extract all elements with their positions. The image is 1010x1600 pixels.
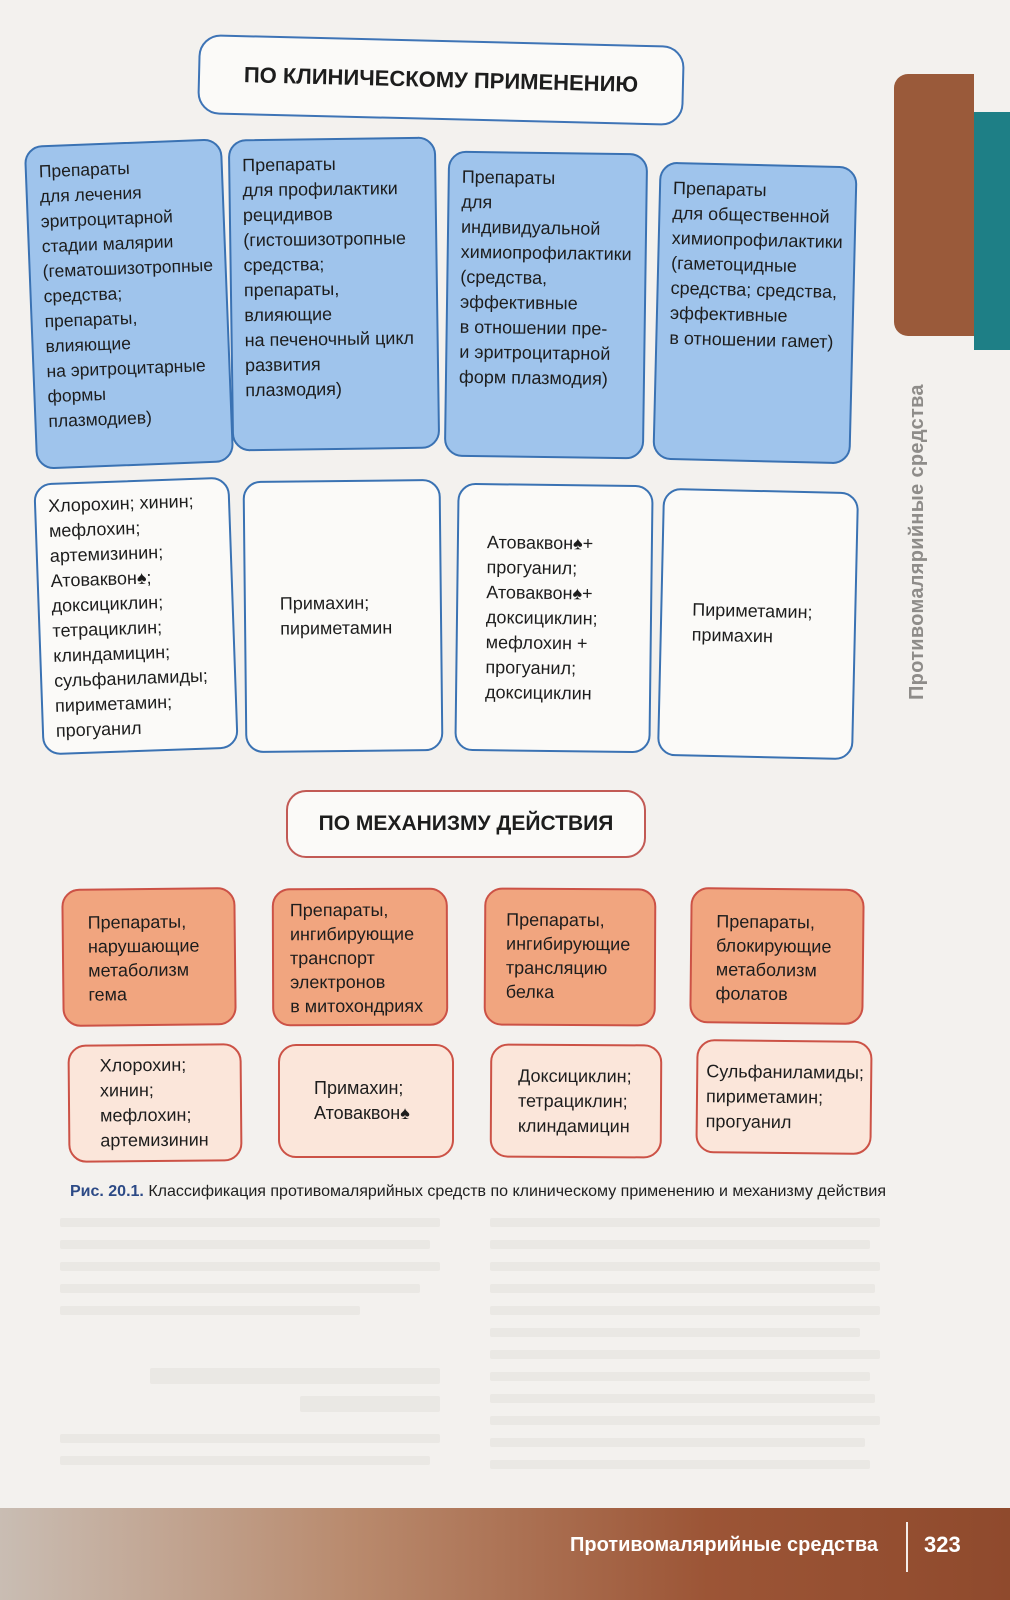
footer-separator (906, 1522, 908, 1572)
clinical-drugs-3 (454, 483, 653, 753)
mechanism-drugs-2 (278, 1044, 454, 1158)
clinical-drugs-1-text: Хлорохин; хинин; мефлохин; артемизинин; Атоваквон♠; доксициклин; тетрациклин; клиндамицин; сульфаниламиды; пириметамин; прогуанил (47, 490, 209, 741)
mechanism-category-3 (484, 888, 657, 1027)
clinical-drugs-4-text: Пириметамин; примахин (691, 599, 813, 647)
clinical-category-2 (228, 137, 440, 452)
mechanism-drugs-1 (67, 1043, 242, 1163)
clinical-drugs-1 (33, 477, 238, 756)
clinical-drugs-4 (657, 488, 859, 760)
mechanism-header: ПО МЕХАНИЗМУ ДЕЙСТВИЯ (286, 790, 646, 858)
clinical-drugs-2-text: Примахин; пириметамин (279, 592, 393, 639)
footer-title: Противомалярийные средства (570, 1534, 879, 1556)
figure-number: Рис. 20.1. (69, 1183, 144, 1200)
mechanism-drugs-3-text: Доксициклин; тетрациклин; клиндамицин (517, 1065, 632, 1136)
mechanism-drugs-4-text: Сульфаниламиды; пириметамин; прогуанил (705, 1060, 865, 1132)
clinical-drugs-3-text: Атоваквон♠+ прогуанил; Атоваквон♠+ доксициклин; мефлохин + прогуанил; доксициклин (484, 531, 598, 703)
mechanism-drugs-3 (490, 1044, 663, 1159)
clinical-category-4-text: Препараты для общественной химиопрофилактики (гаметоцидные средства; средства, эффективные в отношении гамет) (669, 177, 843, 352)
clinical-category-3 (444, 151, 648, 460)
mechanism-category-2-text: Препараты, ингибирующие транспорт электронов в митохондриях (289, 899, 424, 1017)
chapter-thumb-tab (894, 74, 974, 336)
clinical-category-3-text: Препараты для индивидуальной химиопрофилактики (средства, эффективные в отношении пре- и эритроцитарной форм плазмодия) (458, 166, 632, 389)
mechanism-category-4 (689, 887, 864, 1025)
page-number: 323 (924, 1532, 961, 1557)
clinical-category-4 (652, 162, 857, 465)
mechanism-category-4-text: Препараты, блокирующие метаболизм фолатов (715, 911, 832, 1005)
clinical-drugs-2 (243, 479, 444, 753)
side-chapter-label: Противомалярийные средства (906, 384, 928, 700)
chapter-thumb-tab-accent (974, 112, 1010, 350)
mechanism-category-1-text: Препараты, нарушающие метаболизм гема (87, 911, 200, 1005)
mechanism-category-3-text: Препараты, ингибирующие трансляцию белка (505, 909, 631, 1002)
mechanism-category-2 (272, 888, 448, 1027)
mechanism-drugs-4 (695, 1039, 872, 1155)
clinical-category-1-text: Препараты для лечения эритроцитарной стадии малярии (гематошизотропные средства; препараты, влияющие на эритроцитарные формы плазмодиев) (38, 157, 214, 432)
clinical-header: ПО КЛИНИЧЕСКОМУ ПРИМЕНЕНИЮ (197, 34, 685, 126)
figure-caption-text: Классификация противомалярийных средств по клиническому применению и механизму действия (148, 1183, 886, 1200)
mechanism-drugs-2-text: Примахин; Атоваквон♠ (314, 1078, 410, 1123)
clinical-category-2-text: Препараты для профилактики рецидивов (гистошизотропные средства; препараты, влияющие на печеночный цикл развития плазмодия) (242, 153, 415, 401)
figure-caption (60, 1180, 896, 1204)
clinical-category-1 (24, 138, 234, 469)
mechanism-drugs-1-text: Хлорохин; хинин; мефлохин; артемизинин (99, 1054, 209, 1151)
mechanism-category-1 (61, 887, 236, 1027)
